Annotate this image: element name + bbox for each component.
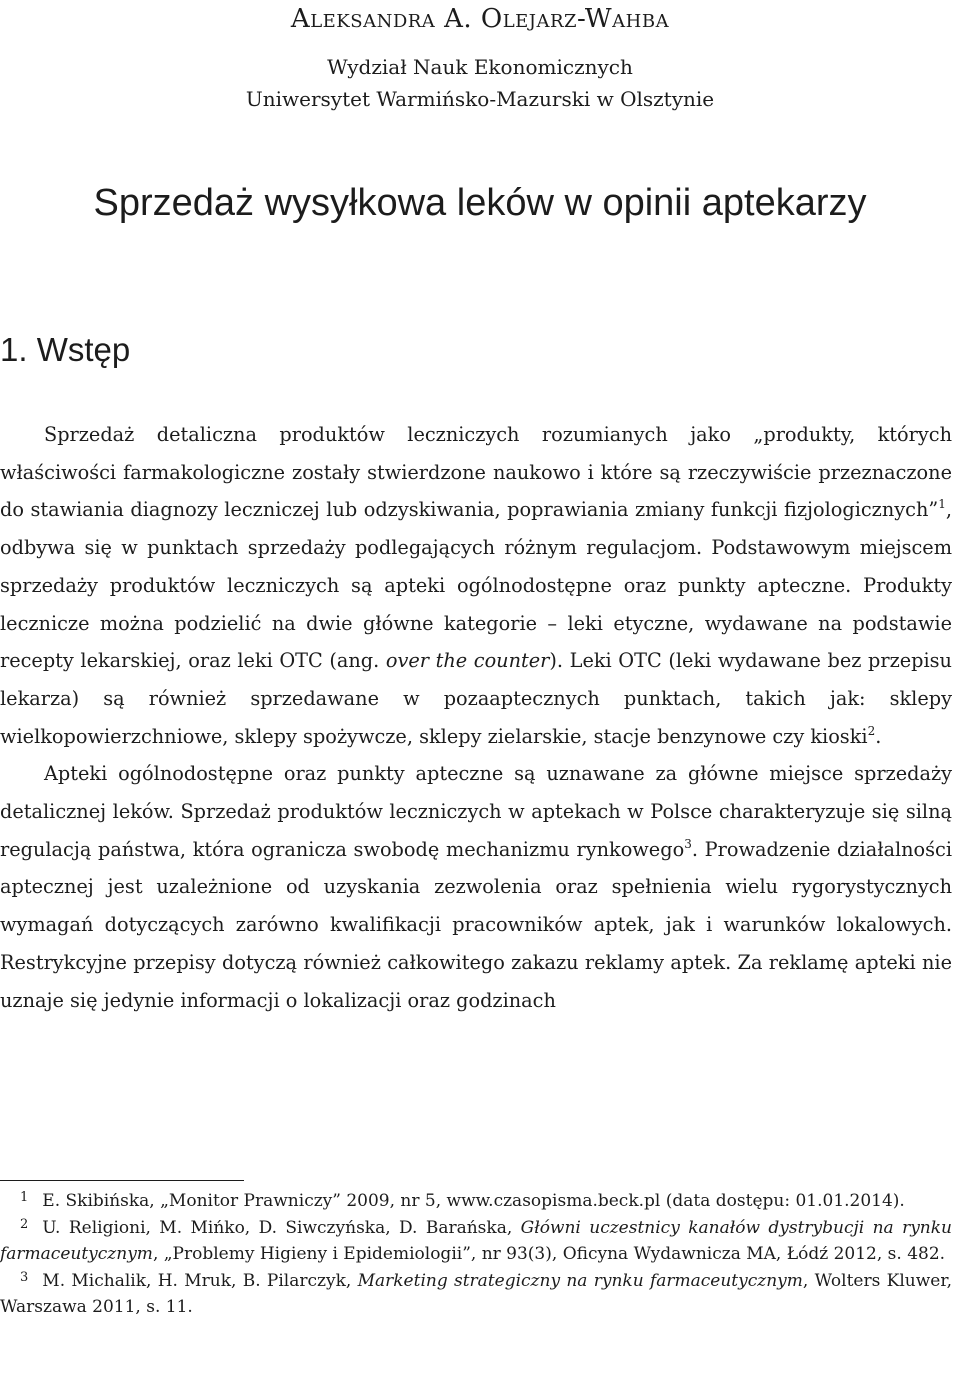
footnotes [0, 1188, 952, 1321]
footnote-ref-1: 1 [938, 497, 946, 512]
section-heading: 1. Wstęp [0, 331, 131, 368]
footnote-1 [0, 1188, 952, 1215]
footnote-text-2-italic: Główni uczestnicy kanałów dystrybucji na rynku farmaceutycznym [0, 1217, 952, 1264]
paragraph-1-text-d: . [875, 724, 882, 748]
footnote-ref-2: 2 [867, 723, 876, 738]
paragraph-1-text-c: ). Leki OTC (leki wydawane bez przepisu lekarza) są również sprzedawane w pozaaptecznych punktach, takich jak: sklepy wielkopowierzchniowe, sklepy spożywcze, sklepy zielarskie, stacje benzynowe czy kioski [0, 649, 952, 748]
paragraph-1 [0, 416, 952, 755]
footnote-text-3-post: , Wolters Kluwer, Warszawa 2011, s. 11. [0, 1270, 952, 1317]
body-text [0, 416, 952, 1019]
paragraph-2-text-a: Apteki ogólnodostępne oraz punkty apteczne są uznawane za główne miejsce sprzedaży detalicznej leków. Sprzedaż produktów leczniczych w aptekach w Polsce charakteryzuje się silną regulacją państwa, która ogranicza swobodę mechanizmu rynkowego [0, 762, 952, 861]
footnote-separator [0, 1180, 244, 1181]
paragraph-1-text-b: , odbywa się w punktach sprzedaży podlegających różnym regulacjom. Podstawowym miejscem sprzedaży produktów leczniczych są apteki ogólnodostępne oraz punkty apteczne. Produkty lecznicze można podzielić na dwie główne kategorie – leki etyczne, wydawane na podstawie recepty lekarskiej, oraz leki OTC (ang. [0, 498, 952, 673]
paragraph-1-italic: over the counter [385, 649, 550, 673]
paragraph-2-text-b: . Prowadzenie działalności aptecznej jest uzależnione od uzyskania zezwolenia oraz spełnienia wielu rygorystycznych wymagań dotyczących zarówno kwalifikacji pracowników aptek, jak i warunków lokalowych. Restrykcyjne przepisy dotyczą również całkowitego zakazu reklamy aptek. Za reklamę apteki nie uznaje się jedynie informacji o lokalizacji oraz godzinach [0, 837, 952, 1012]
affiliation-faculty: Wydział Nauk Ekonomicznych [327, 55, 633, 79]
footnote-number-2: 2 [20, 1216, 29, 1232]
footnote-ref-3: 3 [684, 836, 692, 851]
footnote-text-3-italic: Marketing strategiczny na rynku farmaceutycznym [357, 1270, 803, 1291]
footnote-number-1: 1 [20, 1190, 29, 1205]
paper-title: Sprzedaż wysyłkowa leków w opinii aptekarzy [93, 182, 867, 224]
footnote-text-2-pre: U. Religioni, M. Mińko, D. Siwczyńska, D. Barańska, [42, 1217, 521, 1238]
footnote-text-3-pre: M. Michalik, H. Mruk, B. Pilarczyk, [42, 1270, 358, 1291]
footnote-text-2-post: , „Problemy Higieny i Epidemiologii”, nr 93(3), Oficyna Wydawnicza MA, Łódź 2012, s. 482. [152, 1244, 946, 1264]
footnote-number-3: 3 [20, 1269, 29, 1285]
footnote-3 [0, 1268, 952, 1321]
paragraph-1-text-a: Sprzedaż detaliczna produktów leczniczych rozumianych jako „produkty, których właściwości farmakologiczne zostały stwierdzone naukowo i które są rzeczywiście przeznaczone do stawiania diagnozy leczniczej lub odzyskiwania, poprawiania zmiany funkcji fizjologicznych” [0, 423, 952, 522]
author-name: Aleksandra A. Olejarz-Wahba [290, 4, 670, 34]
footnote-text-1: E. Skibińska, „Monitor Prawniczy” 2009, nr 5, www.czasopisma.beck.pl (data dostępu: 01.01.2014). [42, 1191, 905, 1211]
paragraph-2 [0, 755, 952, 1019]
affiliation-university: Uniwersytet Warmińsko-Mazurski w Olsztynie [245, 87, 715, 111]
footnote-2 [0, 1215, 952, 1268]
